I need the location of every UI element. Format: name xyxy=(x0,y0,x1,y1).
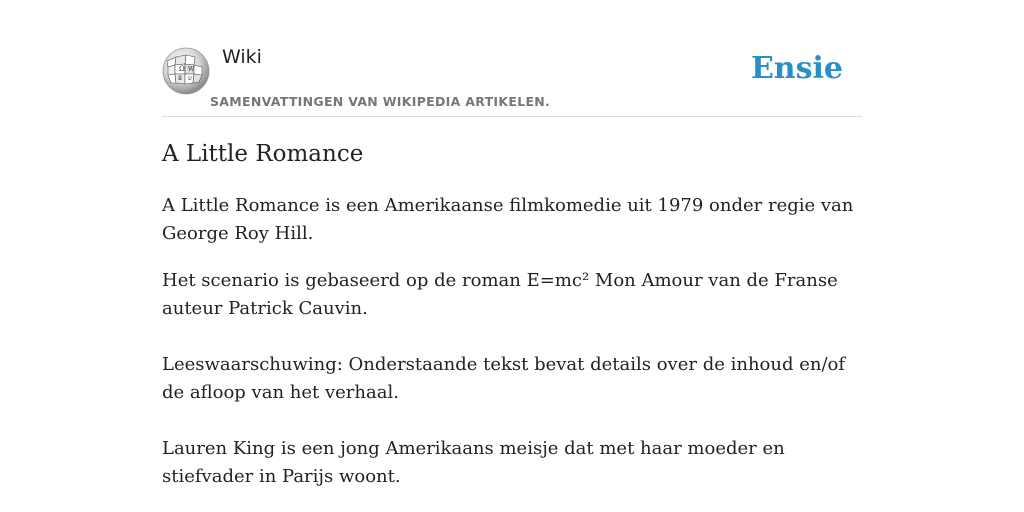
article-body xyxy=(162,192,862,510)
page xyxy=(162,0,862,487)
site-tagline: SAMENVATTINGEN VAN WIKIPEDIA ARTIKELEN. xyxy=(210,94,551,109)
article-paragraph: A Little Romance is een Amerikaanse filmkomedie uit 1979 onder regie van George Roy Hill. xyxy=(162,195,854,244)
article-title: A Little Romance xyxy=(162,141,364,167)
article-paragraph: Lauren King is een jong Amerikaans meisje dat met haar moeder en stiefvader in Parijs woont. xyxy=(162,438,785,487)
svg-text:й: й xyxy=(178,75,182,82)
site-header xyxy=(162,0,862,117)
wikipedia-globe-icon[interactable] xyxy=(162,47,210,95)
article-paragraph: Het scenario is gebaseerd op de roman E=mc² Mon Amour van de Franse auteur Patrick Cauvin. xyxy=(162,270,838,319)
ensie-brand-link[interactable]: Ensie xyxy=(750,51,843,86)
spoiler-warning: Leeswaarschuwing: Onderstaande tekst bevat details over de inhoud en/of de afloop van het verhaal. xyxy=(162,354,846,403)
svg-text:W: W xyxy=(188,66,195,73)
site-name[interactable]: Wiki xyxy=(222,46,262,68)
svg-text:Ω: Ω xyxy=(179,65,185,73)
svg-text:ש: ש xyxy=(188,75,193,82)
